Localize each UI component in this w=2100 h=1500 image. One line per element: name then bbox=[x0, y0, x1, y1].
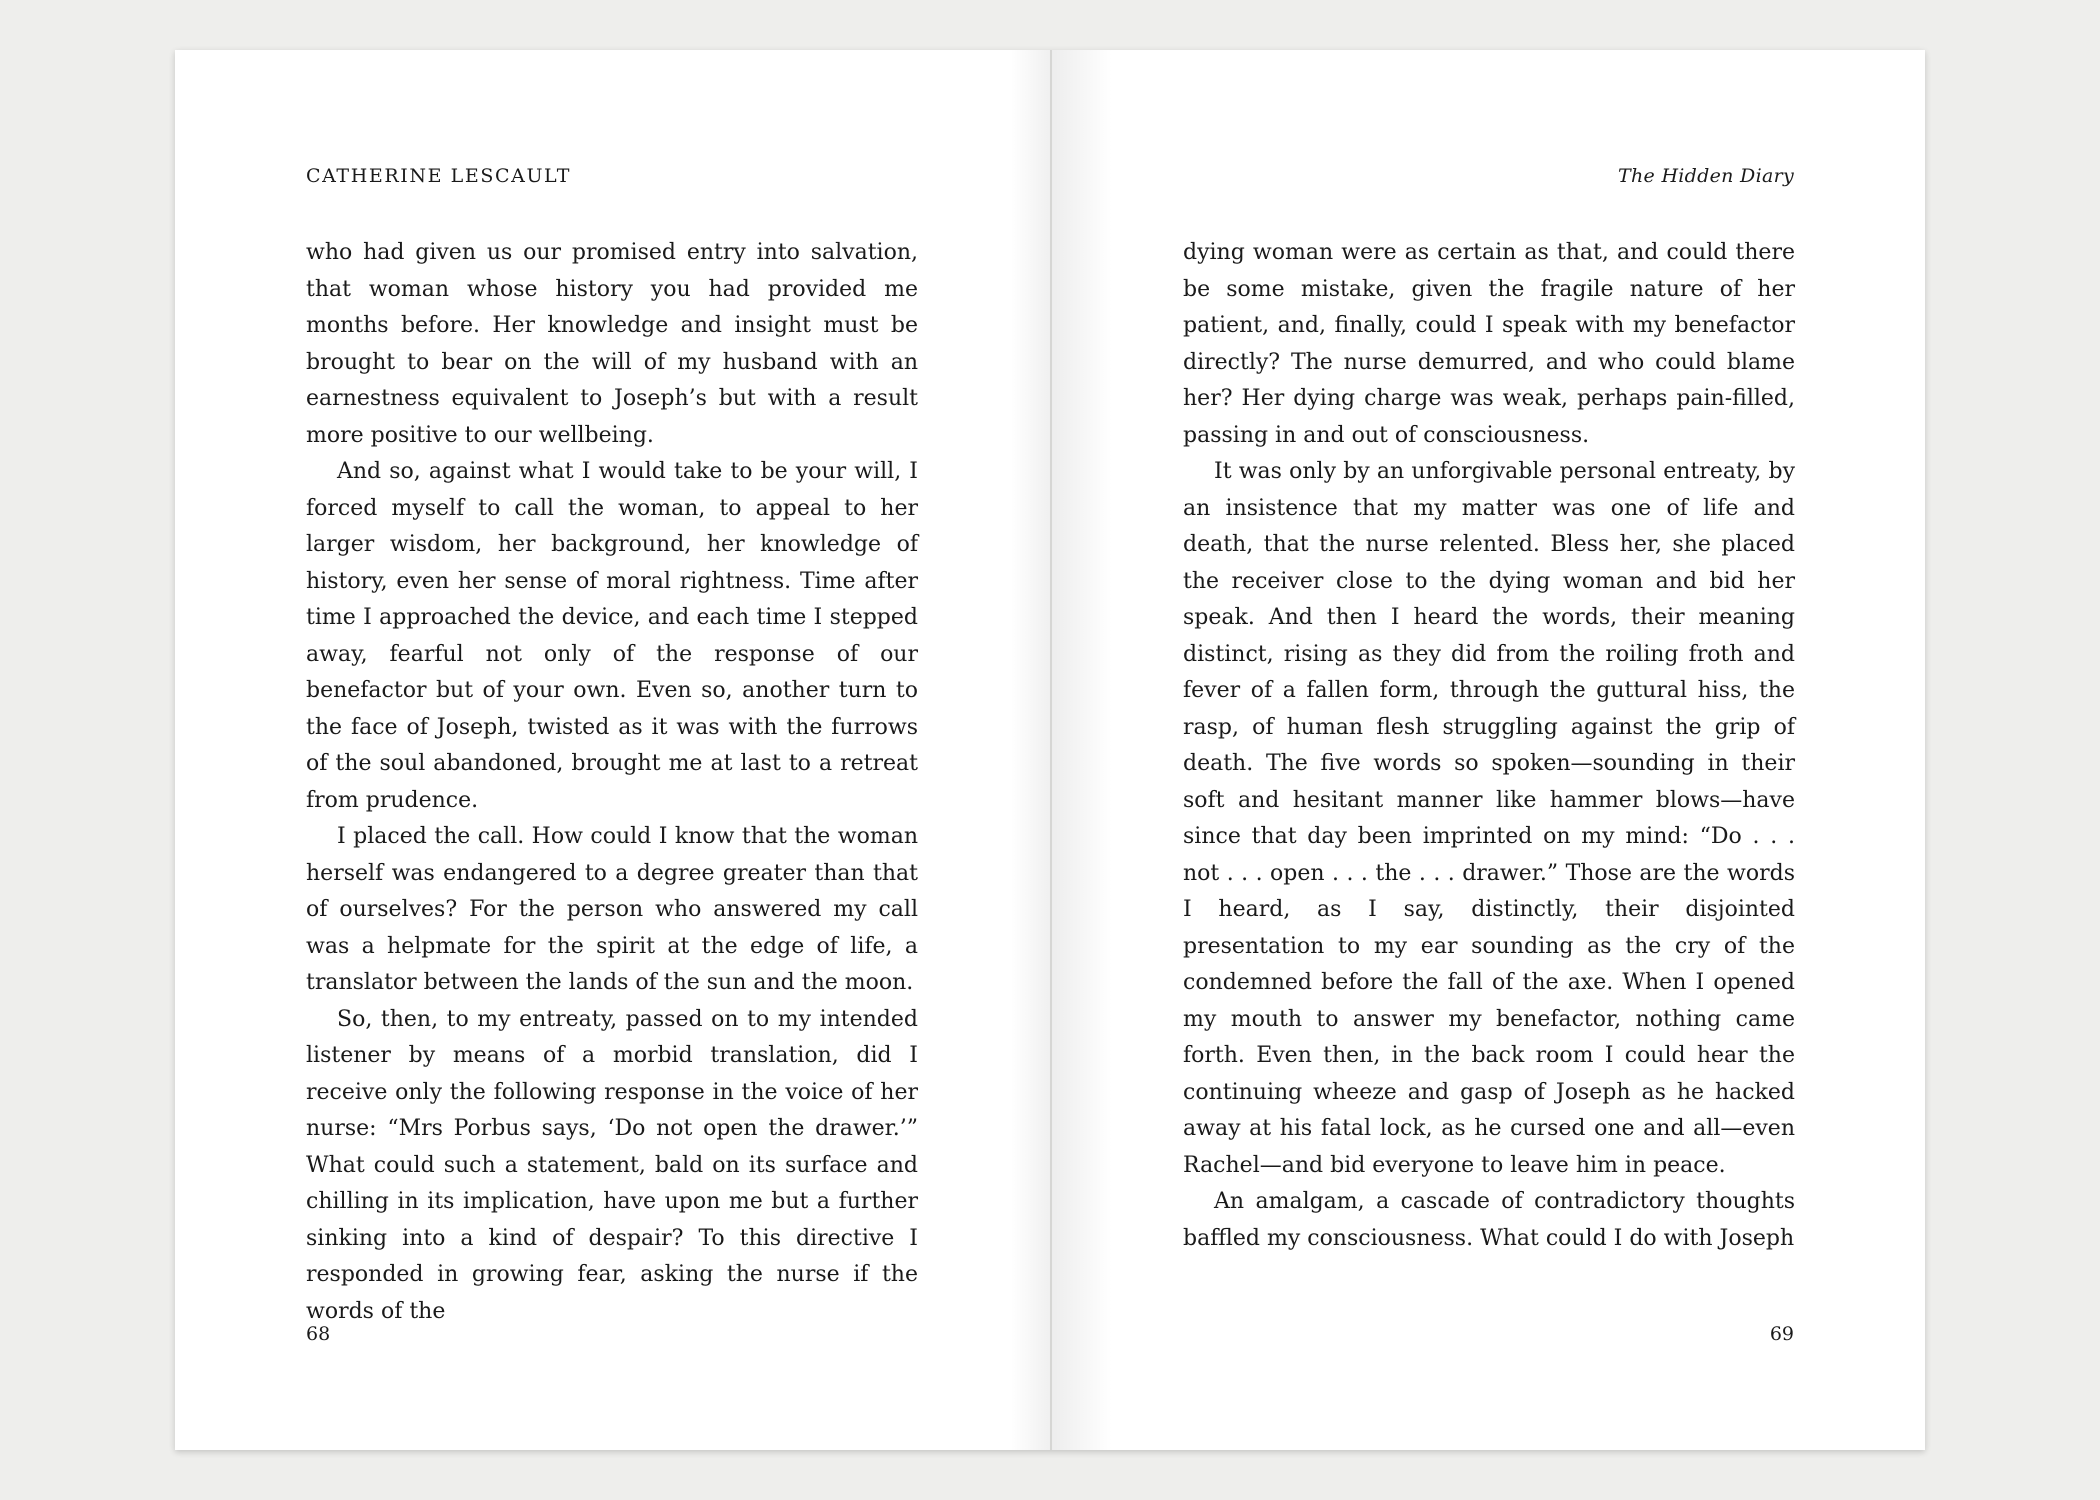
gutter-shadow bbox=[1052, 50, 1112, 1450]
left-page-body bbox=[306, 235, 918, 1330]
right-page-body bbox=[1183, 235, 1795, 1257]
paragraph: I placed the call. How could I know that the woman herself was endangered to a degree greater than that of ourselves? For the person who answered my call was a helpmate for the spirit at the edge of life, a translator between the lands of the sun and the moon. bbox=[306, 824, 918, 995]
paragraph: An amalgam, a cascade of contradictory thoughts baffled my consciousness. What could I do with Joseph bbox=[1183, 1189, 1795, 1251]
paragraph: who had given us our promised entry into salvation, that woman whose history you had provided me months before. Her knowledge and insight must be brought to bear on the will of my husband with an earnestness equivalent to Joseph’s but with a result more positive to our wellbeing. bbox=[306, 240, 918, 448]
paragraph: dying woman were as certain as that, and could there be some mistake, given the fragile nature of her patient, and, finally, could I speak with my benefactor directly? The nurse demurred, and who could blame her? Her dying charge was weak, perhaps pain-filled, passing in and out of consciousness. bbox=[1183, 240, 1795, 448]
running-head-author: CATHERINE LESCAULT bbox=[306, 165, 571, 187]
page-number-left: 68 bbox=[306, 1323, 331, 1345]
paragraph: It was only by an unforgivable personal entreaty, by an insistence that my matter was one of life and death, that the nurse relented. Bless her, she placed the receiver close to the dying woman and bid her speak. And then I heard the words, their meaning distinct, rising as they did from the roiling froth and fever of a fallen form, through the guttural hiss, the rasp, of human flesh struggling against the grip of death. The five words so spoken—sounding in their soft and hesitant manner like hammer blows—have since that day been imprinted on my mind: “Do . . . not . . . open . . . the . . . drawer.” Those are the words I heard, as I say, distinctly, their disjointed presentation to my ear sounding as the cry of the condemned before the fall of the axe. When I opened my mouth to answer my benefactor, nothing came forth. Even then, in the back room I could hear the continuing wheeze and gasp of Joseph as he hacked away at his fatal lock, as he cursed one and all—even Rachel—and bid everyone to leave him in peace. bbox=[1183, 459, 1795, 1178]
left-page bbox=[175, 50, 1050, 1450]
paragraph: So, then, to my entreaty, passed on to my intended listener by means of a morbid translation, did I receive only the following response in the voice of her nurse: “Mrs Porbus says, ‘Do not open the drawer.’” What could such a statement, bald on its surface and chilling in its implication, have upon me but a further sinking into a kind of despair? To this directive I responded in growing fear, asking the nurse if the words of the bbox=[306, 1006, 918, 1324]
running-head-title: The Hidden Diary bbox=[1618, 165, 1794, 187]
book-spread bbox=[175, 50, 1925, 1450]
right-page bbox=[1052, 50, 1925, 1450]
page-number-right: 69 bbox=[1769, 1323, 1794, 1345]
paragraph: And so, against what I would take to be your will, I forced myself to call the woman, to appeal to her larger wisdom, her background, her knowledge of history, even her sense of moral rightness. Time after time I approached the device, and each time I stepped away, fearful not only of the response of our benefactor but of your own. Even so, another turn to the face of Joseph, twisted as it was with the furrows of the soul abandoned, brought me at last to a retreat from prudence. bbox=[306, 459, 918, 813]
gutter-shadow bbox=[1010, 50, 1050, 1450]
